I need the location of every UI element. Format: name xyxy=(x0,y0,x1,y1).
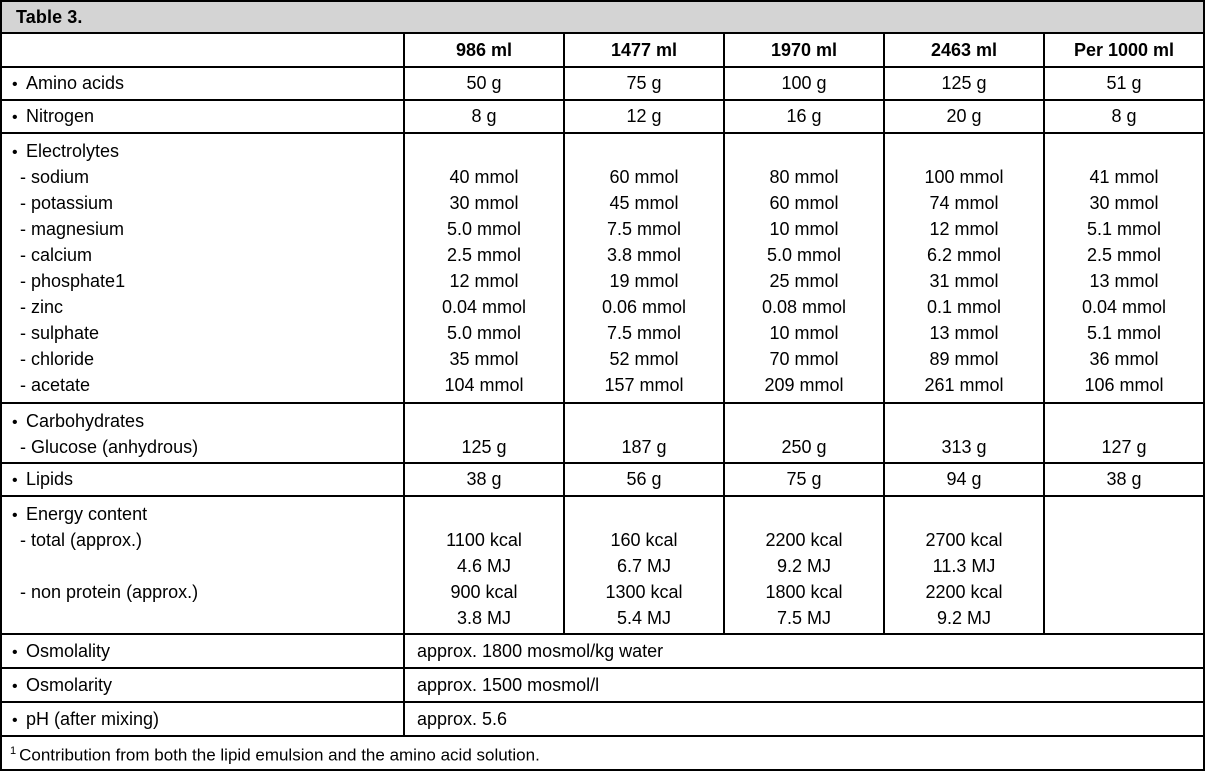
cell-electrolytes-per-1000ml xyxy=(1045,134,1203,402)
cell-amino-acids-1970ml: 100 g xyxy=(725,68,885,99)
value-magnesium: 10 mmol xyxy=(769,219,839,239)
sublabel-phosphate: - phosphate1 xyxy=(20,271,126,291)
value-lines xyxy=(405,408,563,460)
value-potassium: 60 mmol xyxy=(769,193,839,213)
value-chloride: 89 mmol xyxy=(929,349,999,369)
table-row-amino-acids xyxy=(2,68,1203,101)
table-row-ph xyxy=(2,703,1203,737)
row-label-cell xyxy=(2,68,405,99)
value-chloride: 35 mmol xyxy=(449,349,519,369)
cell-electrolytes-1970ml xyxy=(725,134,885,402)
value-total-kcal: 160 kcal xyxy=(610,530,678,550)
value-nonprotein-kcal: 1800 kcal xyxy=(765,582,843,602)
cell-energy-1970ml xyxy=(725,497,885,633)
value-potassium: 30 mmol xyxy=(1089,193,1159,213)
cell-energy-986ml xyxy=(405,497,565,633)
value-chloride: 70 mmol xyxy=(769,349,839,369)
value-nonprotein-kcal: 2200 kcal xyxy=(925,582,1003,602)
value-potassium: 74 mmol xyxy=(929,193,999,213)
value-total-mj: 9.2 MJ xyxy=(776,556,832,576)
cell-osmolarity-value: approx. 1500 mosmol/l xyxy=(417,674,600,695)
value-magnesium: 5.1 mmol xyxy=(1086,219,1162,239)
value-potassium: 45 mmol xyxy=(609,193,679,213)
value-glucose: 250 g xyxy=(781,437,827,457)
table-header-row xyxy=(2,34,1203,68)
sublabel-non-protein: - non protein (approx.) xyxy=(20,582,199,602)
sublabel-acetate: - acetate xyxy=(20,375,91,395)
value-acetate: 209 mmol xyxy=(764,375,844,395)
cell-carbohydrates-1970ml xyxy=(725,404,885,462)
cell-amino-acids-986ml: 50 g xyxy=(405,68,565,99)
value-nonprotein-mj: 3.8 MJ xyxy=(456,608,512,628)
row-label-electrolytes: • Electrolytes xyxy=(12,138,403,164)
value-chloride: 52 mmol xyxy=(609,349,679,369)
table-grid xyxy=(2,34,1203,773)
sublabel-total: - total (approx.) xyxy=(20,530,143,550)
table-row-osmolarity xyxy=(2,669,1203,703)
value-total-mj: 11.3 MJ xyxy=(932,556,996,576)
value-glucose: 187 g xyxy=(621,437,667,457)
cell-amino-acids-per-1000ml: 51 g xyxy=(1106,73,1142,93)
cell-osmolality-value: approx. 1800 mosmol/kg water xyxy=(417,640,664,661)
value-lines xyxy=(725,138,883,398)
cell-carbohydrates-1477ml xyxy=(565,404,725,462)
footnote xyxy=(2,737,1203,773)
table-row-electrolytes xyxy=(2,134,1203,404)
value-chloride: 36 mmol xyxy=(1089,349,1159,369)
value-calcium: 5.0 mmol xyxy=(766,245,842,265)
sublabel-calcium: - calcium xyxy=(20,245,93,265)
value-total-kcal xyxy=(1045,527,1203,553)
value-zinc: 0.08 mmol xyxy=(761,297,847,317)
sublabel-sodium: - sodium xyxy=(20,167,90,187)
value-sodium: 60 mmol xyxy=(609,167,679,187)
sublabel-potassium: - potassium xyxy=(20,193,114,213)
value-acetate: 106 mmol xyxy=(1084,375,1164,395)
cell-lipids-2463ml: 94 g xyxy=(885,464,1045,495)
value-lines xyxy=(405,138,563,398)
table-title-bar xyxy=(2,2,1203,34)
value-lines xyxy=(885,408,1043,460)
cell-energy-2463ml xyxy=(885,497,1045,633)
value-nonprotein-kcal: 900 kcal xyxy=(450,582,518,602)
row-label-cell xyxy=(2,635,405,667)
sublabel-chloride: - chloride xyxy=(20,349,95,369)
value-acetate: 104 mmol xyxy=(444,375,524,395)
value-phosphate: 12 mmol xyxy=(449,271,519,291)
value-acetate: 157 mmol xyxy=(604,375,684,395)
carbohydrates-label-lines xyxy=(12,408,403,460)
table-row-energy-content xyxy=(2,497,1203,635)
row-label-osmolarity: • Osmolarity xyxy=(12,675,112,696)
value-glucose: 125 g xyxy=(461,437,507,457)
cell-electrolytes-2463ml xyxy=(885,134,1045,402)
cell-ph-value: approx. 5.6 xyxy=(417,708,508,729)
table-row-carbohydrates xyxy=(2,404,1203,464)
value-total-kcal: 2700 kcal xyxy=(925,530,1003,550)
value-zinc: 0.1 mmol xyxy=(926,297,1002,317)
table-row-nitrogen xyxy=(2,101,1203,134)
sublabel-sulphate: - sulphate xyxy=(20,323,100,343)
footnote-marker: 1 xyxy=(10,744,17,757)
value-sulphate: 5.0 mmol xyxy=(446,323,522,343)
value-zinc: 0.06 mmol xyxy=(601,297,687,317)
value-total-mj: 6.7 MJ xyxy=(616,556,672,576)
value-calcium: 2.5 mmol xyxy=(1086,245,1162,265)
sublabel-glucose: - Glucose (anhydrous) xyxy=(20,437,199,457)
value-calcium: 2.5 mmol xyxy=(446,245,522,265)
footnote-text: Contribution from both the lipid emulsion and the amino acid solution. xyxy=(19,745,540,765)
cell-lipids-986ml: 38 g xyxy=(405,464,565,495)
cell-nitrogen-1477ml: 12 g xyxy=(565,101,725,132)
value-nonprotein-mj: 9.2 MJ xyxy=(936,608,992,628)
cell-nitrogen-per-1000ml: 8 g xyxy=(1111,106,1137,126)
table-row-osmolality xyxy=(2,635,1203,669)
value-lines xyxy=(885,138,1043,398)
value-phosphate: 31 mmol xyxy=(929,271,999,291)
row-label-lipids: • Lipids xyxy=(12,469,73,490)
value-lines xyxy=(1045,408,1203,460)
footnote-line xyxy=(10,745,540,766)
value-calcium: 3.8 mmol xyxy=(606,245,682,265)
row-label-osmolality: • Osmolality xyxy=(12,641,110,662)
value-phosphate: 25 mmol xyxy=(769,271,839,291)
table-footnote-row xyxy=(2,737,1203,773)
value-sodium: 40 mmol xyxy=(449,167,519,187)
header-cell-1477ml: 1477 ml xyxy=(565,34,725,66)
row-label-nitrogen: • Nitrogen xyxy=(12,106,94,127)
page-title: Table 3. xyxy=(16,6,83,27)
cell-amino-acids-1477ml: 75 g xyxy=(565,68,725,99)
value-sodium: 41 mmol xyxy=(1089,167,1159,187)
row-label-ph: • pH (after mixing) xyxy=(12,709,159,730)
header-cell-blank xyxy=(2,34,405,66)
value-total-mj: 4.6 MJ xyxy=(456,556,512,576)
row-label-amino-acids: • Amino acids xyxy=(12,73,124,94)
cell-nitrogen-1970ml: 16 g xyxy=(725,101,885,132)
value-sodium: 80 mmol xyxy=(769,167,839,187)
value-nonprotein-mj: 7.5 MJ xyxy=(776,608,832,628)
row-label-energy-content: • Energy content xyxy=(12,501,403,527)
table-row-lipids xyxy=(2,464,1203,497)
value-lines xyxy=(565,138,723,398)
value-magnesium: 12 mmol xyxy=(929,219,999,239)
row-label-cell xyxy=(2,134,405,402)
row-label-cell xyxy=(2,703,405,735)
cell-nitrogen-986ml: 8 g xyxy=(405,101,565,132)
value-nonprotein-mj xyxy=(1045,605,1203,631)
energy-label-lines xyxy=(12,501,403,605)
value-nonprotein-mj: 5.4 MJ xyxy=(616,608,672,628)
value-sulphate: 7.5 mmol xyxy=(606,323,682,343)
value-lines xyxy=(725,501,883,631)
row-label-cell xyxy=(2,101,405,132)
cell-electrolytes-986ml xyxy=(405,134,565,402)
value-phosphate: 19 mmol xyxy=(609,271,679,291)
value-total-mj xyxy=(1045,553,1203,579)
value-zinc: 0.04 mmol xyxy=(1081,297,1167,317)
value-nonprotein-kcal xyxy=(1045,579,1203,605)
cell-lipids-per-1000ml: 38 g xyxy=(1106,469,1142,489)
cell-lipids-1477ml: 56 g xyxy=(565,464,725,495)
value-lines xyxy=(725,408,883,460)
value-total-kcal: 2200 kcal xyxy=(765,530,843,550)
value-glucose: 313 g xyxy=(941,437,987,457)
cell-carbohydrates-2463ml xyxy=(885,404,1045,462)
cell-carbohydrates-per-1000ml xyxy=(1045,404,1203,462)
value-phosphate: 13 mmol xyxy=(1089,271,1159,291)
value-zinc: 0.04 mmol xyxy=(441,297,527,317)
header-cell-2463ml: 2463 ml xyxy=(885,34,1045,66)
value-lines xyxy=(1045,138,1203,398)
value-calcium: 6.2 mmol xyxy=(926,245,1002,265)
value-lines xyxy=(565,408,723,460)
value-magnesium: 5.0 mmol xyxy=(446,219,522,239)
row-label-carbohydrates: • Carbohydrates xyxy=(12,408,403,434)
value-magnesium: 7.5 mmol xyxy=(606,219,682,239)
value-sulphate: 10 mmol xyxy=(769,323,839,343)
row-label-cell xyxy=(2,404,405,462)
header-cell-per-1000ml: Per 1000 ml xyxy=(1073,39,1175,60)
cell-energy-per-1000ml xyxy=(1045,497,1203,633)
value-sulphate: 13 mmol xyxy=(929,323,999,343)
cell-energy-1477ml xyxy=(565,497,725,633)
value-sodium: 100 mmol xyxy=(924,167,1004,187)
row-label-cell xyxy=(2,464,405,495)
value-acetate: 261 mmol xyxy=(924,375,1004,395)
header-cell-1970ml: 1970 ml xyxy=(725,34,885,66)
value-potassium: 30 mmol xyxy=(449,193,519,213)
row-label-cell xyxy=(2,497,405,633)
value-lines xyxy=(405,501,563,631)
value-lines xyxy=(1045,501,1203,631)
sublabel-magnesium: - magnesium xyxy=(20,219,125,239)
value-total-kcal: 1100 kcal xyxy=(446,530,522,550)
cell-carbohydrates-986ml xyxy=(405,404,565,462)
cell-nitrogen-2463ml: 20 g xyxy=(885,101,1045,132)
value-lines xyxy=(565,501,723,631)
cell-electrolytes-1477ml xyxy=(565,134,725,402)
cell-lipids-1970ml: 75 g xyxy=(725,464,885,495)
sublabel-zinc: - zinc xyxy=(20,297,64,317)
cell-amino-acids-2463ml: 125 g xyxy=(885,68,1045,99)
value-nonprotein-kcal: 1300 kcal xyxy=(605,582,683,602)
value-glucose: 127 g xyxy=(1101,437,1147,457)
row-label-cell xyxy=(2,669,405,701)
value-lines xyxy=(885,501,1043,631)
electrolytes-label-lines xyxy=(12,138,403,398)
value-sulphate: 5.1 mmol xyxy=(1086,323,1162,343)
header-cell-986ml: 986 ml xyxy=(405,34,565,66)
